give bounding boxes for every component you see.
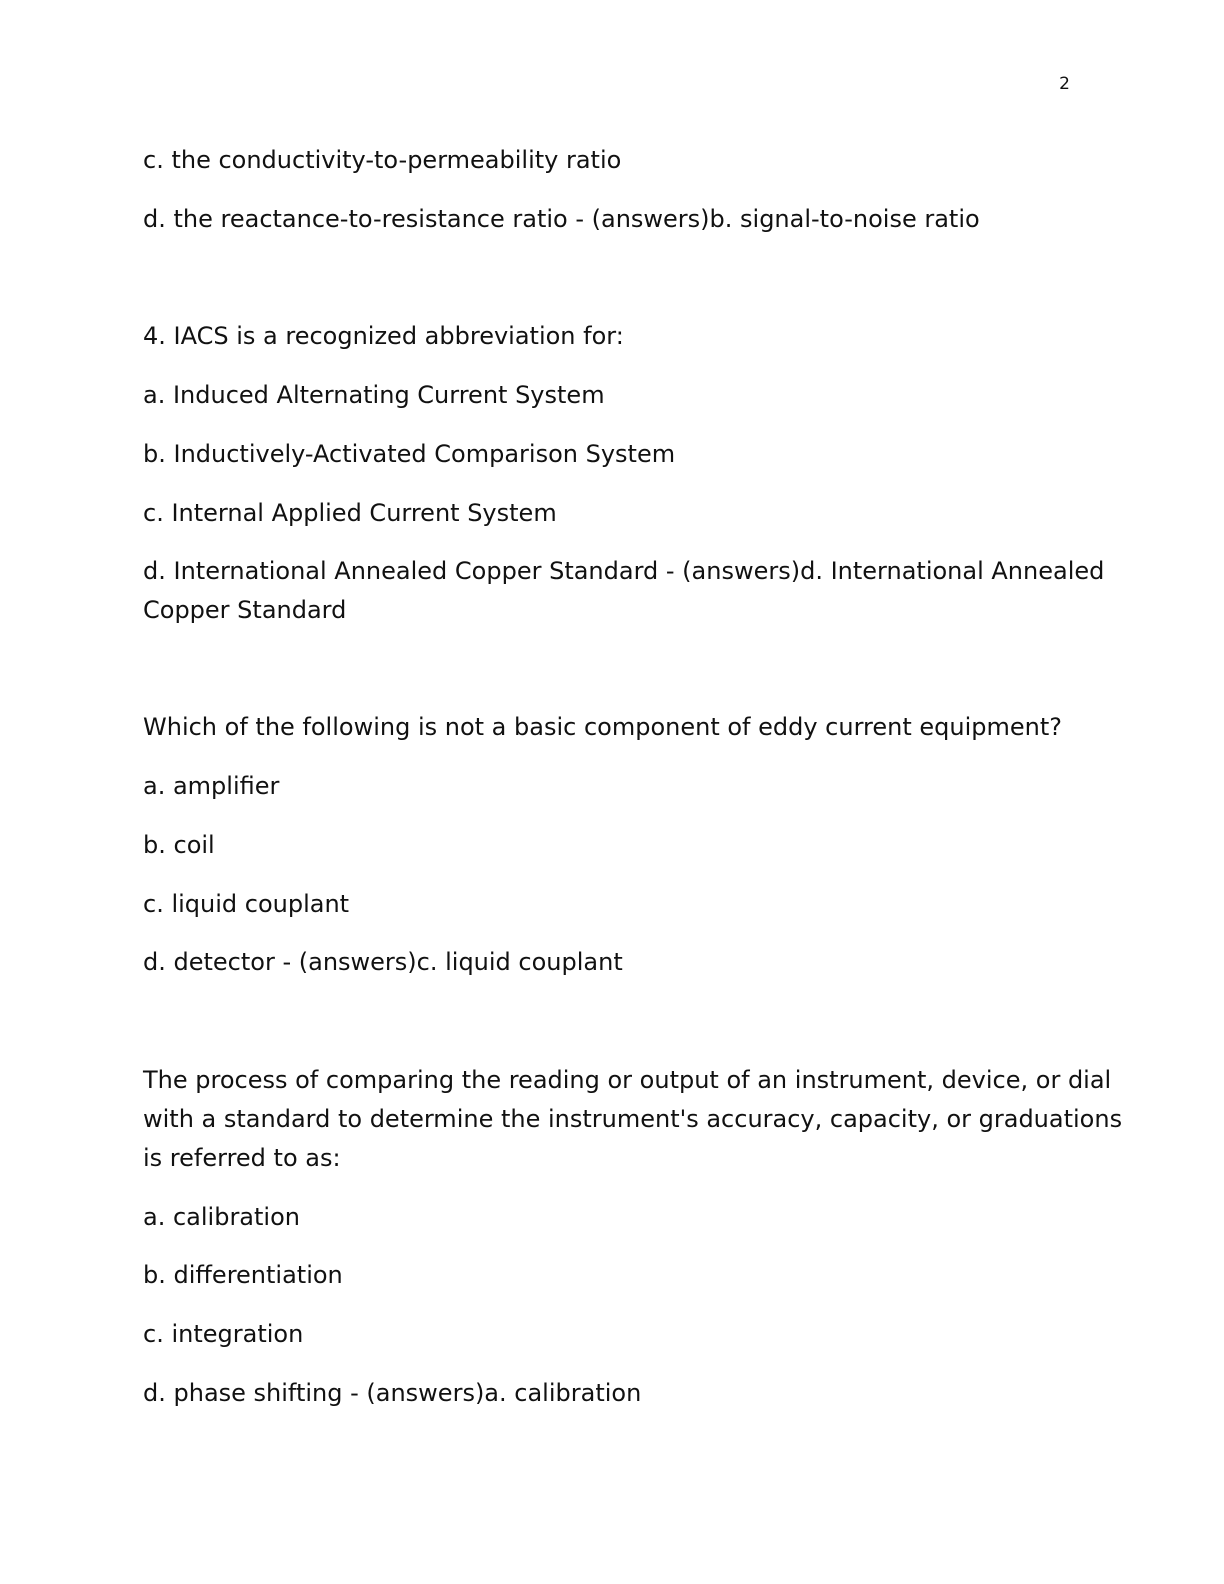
question-prompt-line: The process of comparing the reading or output of an instrument, device, or dial bbox=[143, 1066, 1112, 1094]
option-d-with-answer: d. the reactance-to-resistance ratio - (answers)b. signal-to-noise ratio bbox=[143, 205, 980, 233]
option-c: c. Internal Applied Current System bbox=[143, 499, 557, 527]
option-d-with-answer: d. detector - (answers)c. liquid couplant bbox=[143, 948, 623, 976]
page-number: 2 bbox=[1059, 74, 1070, 94]
question-prompt: 4. IACS is a recognized abbreviation for: bbox=[143, 322, 624, 350]
option-d-with-answer-continued: Copper Standard bbox=[143, 596, 347, 624]
option-c: c. the conductivity-to-permeability ratio bbox=[143, 146, 622, 174]
option-d-with-answer: d. phase shifting - (answers)a. calibration bbox=[143, 1379, 642, 1407]
question-prompt: Which of the following is not a basic component of eddy current equipment? bbox=[143, 713, 1063, 741]
option-b: b. Inductively-Activated Comparison System bbox=[143, 440, 676, 468]
option-a: a. calibration bbox=[143, 1203, 300, 1231]
option-b: b. coil bbox=[143, 831, 215, 859]
option-b: b. differentiation bbox=[143, 1261, 343, 1289]
option-a: a. Induced Alternating Current System bbox=[143, 381, 605, 409]
option-a: a. amplifier bbox=[143, 772, 280, 800]
option-c: c. integration bbox=[143, 1320, 304, 1348]
option-c: c. liquid couplant bbox=[143, 890, 350, 918]
question-prompt-line: is referred to as: bbox=[143, 1144, 341, 1172]
option-d-with-answer: d. International Annealed Copper Standard - (answers)d. International Annealed bbox=[143, 557, 1105, 585]
question-prompt-line: with a standard to determine the instrument's accuracy, capacity, or graduations bbox=[143, 1105, 1123, 1133]
